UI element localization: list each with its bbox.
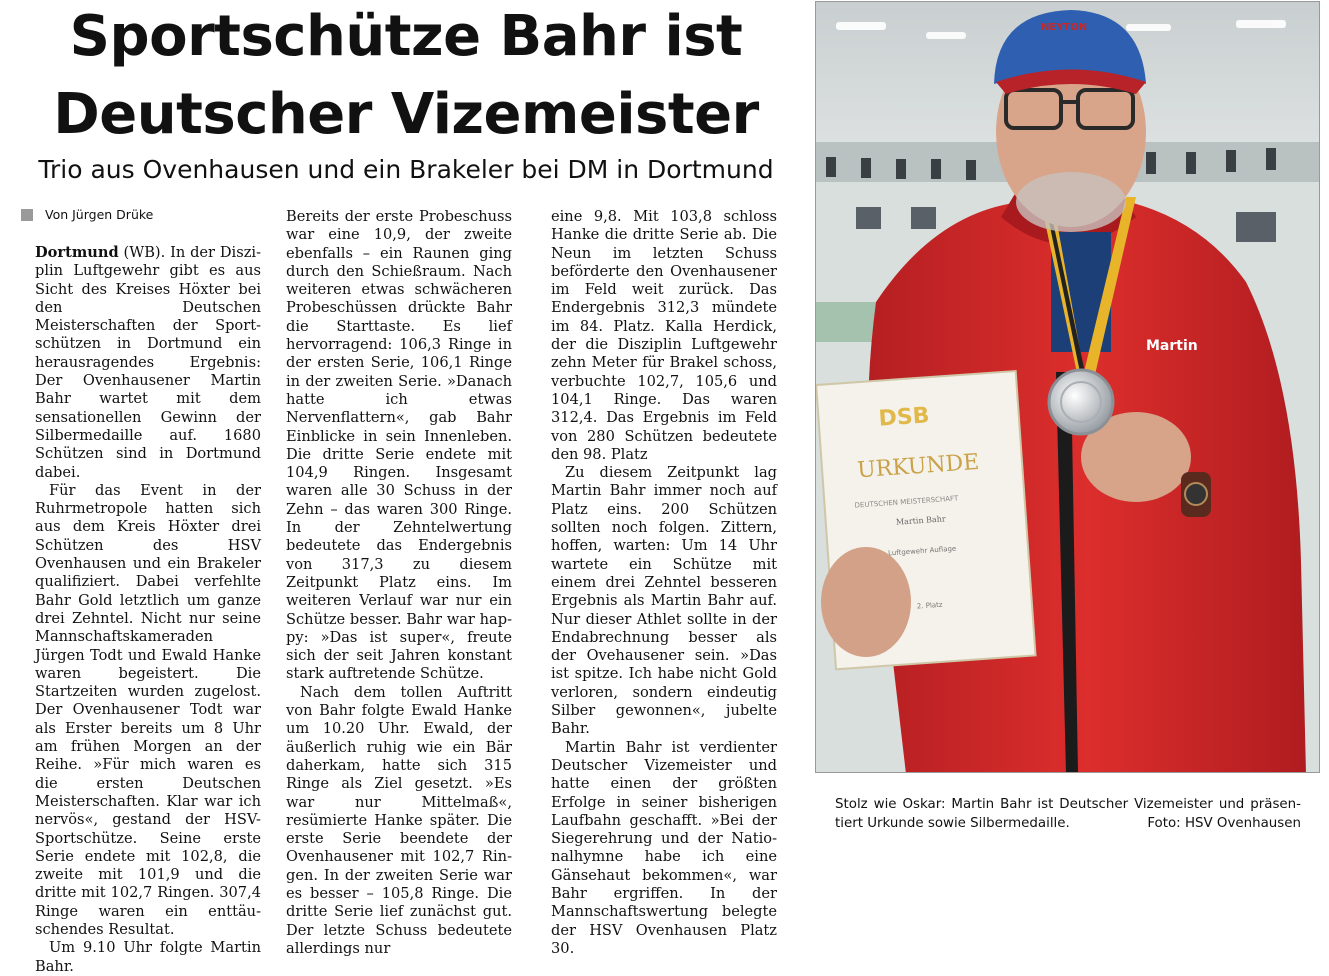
byline-author: Von Jürgen Drüke (45, 207, 154, 222)
certificate-line-4: 2. Platz (916, 600, 943, 611)
photo-credit: Foto: HSV Ovenhausen (1147, 816, 1301, 831)
jacket-name-text: Martin (1146, 338, 1198, 354)
subheadline: Trio aus Ovenhausen und ein Brakeler bei DM in Dortmund (38, 155, 774, 184)
paragraph: eine 9,8. Mit 103,8 schloss Hanke die dritte Serie ab. Die Neun im letzten Schuss beförderte den Ovenhausener im Feld weit zurück. Das Endergebnis 312,3 mündete im 84. Platz. Kalla Herdick, der die Disziplin Luftgewehr zehn Meter für Brakel schoss, verbuchte 102,7, 105,6 und 104,1 Ringe. Das waren 312,4. Das Ergebnis im Feld von 280 Schützen bedeutete den 98. Platz (551, 208, 777, 463)
photo-illustration (816, 2, 1320, 773)
byline-square-icon (21, 209, 33, 221)
dateline-place: Dortmund (35, 244, 119, 261)
paragraph-text: (WB). In der Disziplin Luftgewehr gibt es aus Sicht des Kreises Höxter bei den Deutschen Meisterschaften der Sportschützen in Dortmund ein herausragendes Ergebnis: Der Ovenhausener Martin Bahr wartet mit dem sensationellen Gewinn der Silbermedaille auf. 1680 Schützen sind in Dortmund dabei. (35, 244, 261, 481)
certificate-line-2: Martin Bahr (895, 514, 947, 527)
paragraph: Bereits der erste Probeschuss war eine 10,9, der zweite ebenfalls – ein Raunen ging durch den Schießraum. Nach weiteren etwas schwächeren Probeschüssen drückte Bahr die Starttaste. Es lief hervorragend: 106,3 Ringe in der ersten Serie, 106,1 Ringe in der zweiten Serie. »Danach hatte ich etwas Nervenflattern«, gab Bahr Einblicke in sein Innenleben. Die dritte Serie endete mit 104,9 Ringen. Insgesamt waren alle 30 Schuss in der Zehn – das waren 300 Ringe. In der Zehntelwertung bedeutete das Endergebnis von 317,3 zu diesem Zeitpunkt Platz eins. Im weiteren Verlauf war nur ein Schütze besser. Bahr war happy: »Das ist super«, freute sich der seit Jahren konstant stark auftretende Schütze. (286, 208, 512, 683)
article-column-3 (551, 208, 777, 958)
certificate-title: URKUNDE (856, 449, 981, 484)
certificate-line-3: Luftgewehr Auflage (887, 544, 957, 558)
article-column-1 (35, 244, 261, 976)
caption-text: Stolz wie Oskar: Martin Bahr ist Deutscher Vizemeister und präsentiert Urkunde sowie Silbermedaille. (835, 797, 1301, 831)
headline (0, 0, 812, 154)
byline (21, 207, 153, 223)
certificate-line-1: DEUTSCHEN MEISTERSCHAFT (854, 494, 959, 510)
article-column-2 (286, 208, 512, 958)
paragraph: Um 9.10 Uhr folgte Martin Bahr. (35, 939, 261, 975)
silver-medal-icon (1049, 370, 1113, 434)
cap-logo-text: NEYTON (1041, 22, 1088, 33)
certificate-logo-text: DSB (877, 403, 931, 432)
paragraph: Zu diesem Zeitpunkt lag Martin Bahr immer noch auf Platz eins. 200 Schützen sollten noch folgen. Zittern, hoffen, warten: Um 14 Uhr wartete ein Schütze mit einem drei Zehntel besseren Ergebnis als Martin Bahr auf. Nur dieser Athlet sollte in der Endabrechnung besser als der Ovehausener sein. »Das ist spitze. Ich habe nicht Gold verloren, sondern eindeutig Silber gewonnen«, jubelte Bahr. (551, 464, 777, 738)
paragraph: Martin Bahr ist verdienter Deutscher Vizemeister und hatte einen der größten Erfolge in seiner bisherigen Laufbahn geschafft. »Bei der Siegerehrung und der Nationalhymne habe ich eine Gänsehaut bekommen«, war Bahr ergriffen. In der Mannschaftswertung belegte der HSV Ovenhausen Platz 30. (551, 738, 777, 957)
article-photo (815, 1, 1320, 773)
photo-caption (835, 795, 1301, 833)
paragraph (35, 244, 261, 482)
headline-line-2: Deutscher Vizemeister (53, 82, 759, 147)
paragraph: Nach dem tollen Auftritt von Bahr folgte Ewald Hanke um 10.20 Uhr. Ewald, der äußerlich ruhig wie ein Bär daherkam, hatte sich 315 Ringe als Ziel gesetzt. »Es war nur Mittelmaß«, resümierte Hanke später. Die erste Serie beendete der Ovenhausener mit 102,7 Ringen. In der zweiten Serie war es besser – 105,8 Ringe. Die dritte Serie lief zunächst gut. Der letzte Schuss bedeutete allerdings nur (286, 683, 512, 957)
paragraph: Für das Event in der Ruhrmetropole hatten sich aus dem Kreis Höxter drei Schützen des HSV Ovenhausen und ein Brakeler qualifiziert. Dabei verfehlte Bahr Gold letztlich um ganze drei Zehntel. Nicht nur seine Mannschaftskameraden Jürgen Todt und Ewald Hanke waren begeistert. Die Startzeiten wurden zugelost. Der Ovenhausener Todt war als Erster bereits um 8 Uhr am frühen Morgen an der Reihe. »Für mich waren es die ersten Deutschen Meisterschaften. Klar war ich nervös«, gestand der HSV-Sportschütze. Seine erste Serie endete mit 102,8, die zweite mit 101,9 und die dritte mit 102,7 Ringen. 307,4 Ringe waren ein enttäuschendes Resultat. (35, 481, 261, 938)
headline-line-1: Sportschütze Bahr ist (69, 4, 743, 69)
